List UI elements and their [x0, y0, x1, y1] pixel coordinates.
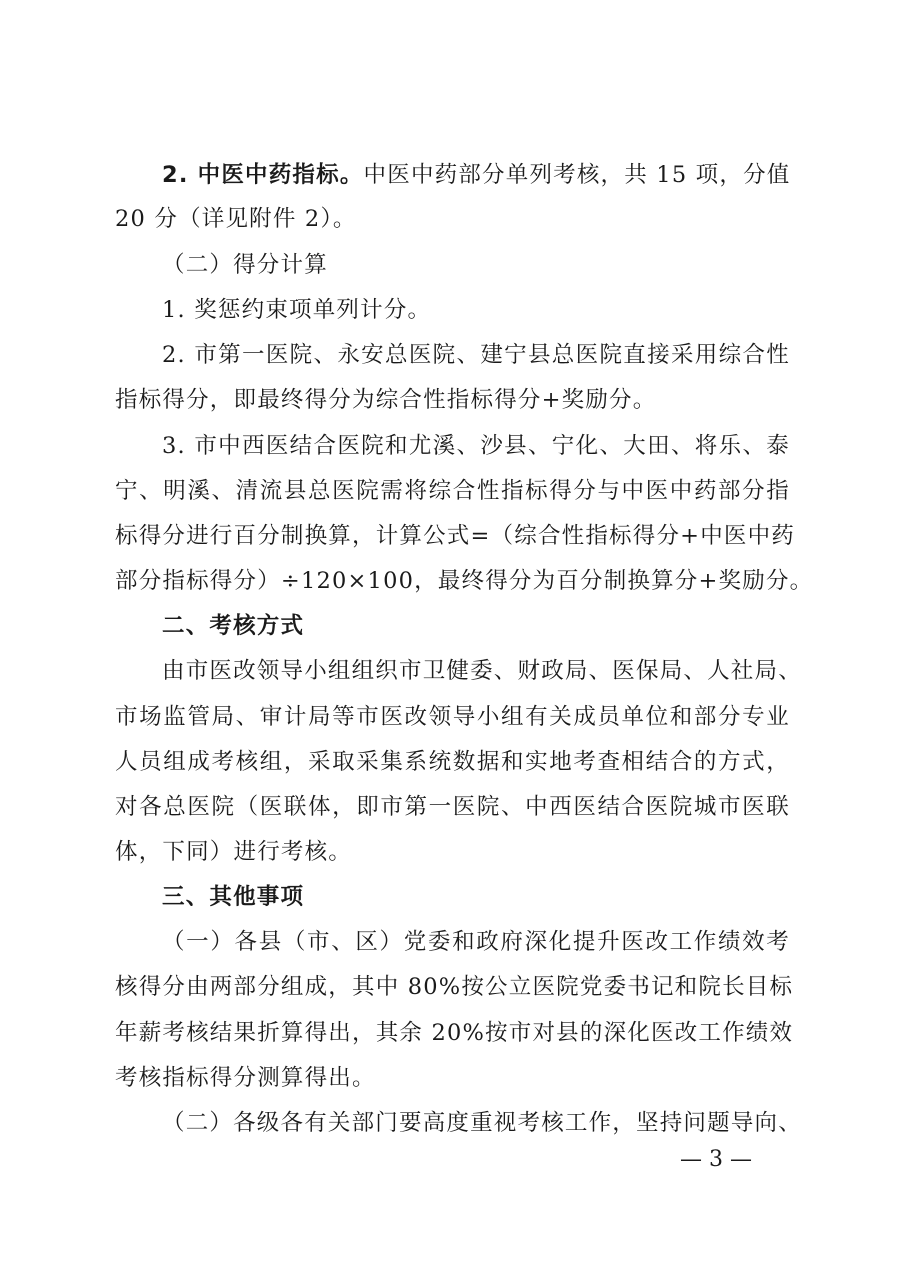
section-score-calculation-heading: （二）得分计算: [162, 252, 328, 278]
other-2-line1: （二）各级各有关部门要高度重视考核工作，坚持问题导向、: [162, 1110, 802, 1136]
method-line1: 由市医改领导小组组织市卫健委、财政局、医保局、人社局、: [162, 658, 802, 684]
method-line5: 体，下同）进行考核。: [115, 839, 353, 865]
other-1-line1: （一）各县（市、区）党委和政府深化提升医改工作绩效考: [162, 929, 790, 955]
other-1-line2: 核得分由两部分组成，其中 80%按公立医院党委书记和院长目标: [115, 974, 794, 1000]
method-line4: 对各总医院（医联体，即市第一医院、中西医结合医院城市医联: [115, 794, 790, 820]
tcm-indicator-lead: 2. 中医中药指标。: [162, 162, 364, 188]
item-1-line1: 1. 奖惩约束项单列计分。: [162, 297, 432, 323]
item-3-line2: 宁、明溪、清流县总医院需将综合性指标得分与中医中药部分指: [115, 478, 790, 504]
para-tcm-indicator-line2: 20 分（详见附件 2）。: [115, 206, 357, 232]
page-number: — 3 —: [680, 1147, 752, 1172]
item-2-line1: 2. 市第一医院、永安总医院、建宁县总医院直接采用综合性: [162, 342, 790, 368]
tcm-indicator-text: 中医中药部分单列考核，共 15 项，分值: [363, 162, 791, 188]
other-1-line3: 年薪考核结果折算得出，其余 20%按市对县的深化医改工作绩效: [115, 1020, 794, 1046]
other-1-line4: 考核指标得分测算得出。: [115, 1065, 376, 1091]
method-line2: 市场监管局、审计局等市医改领导小组有关成员单位和部分专业: [115, 704, 790, 730]
para-tcm-indicator-line1: [162, 160, 790, 190]
item-2-line2: 指标得分，即最终得分为综合性指标得分+奖励分。: [115, 387, 657, 413]
heading-other-matters: 三、其他事项: [162, 884, 305, 910]
item-3-line4: 部分指标得分）÷120×100，最终得分为百分制换算分+奖励分。: [115, 568, 814, 594]
method-line3: 人员组成考核组，采取采集系统数据和实地考查相结合的方式，: [115, 749, 790, 775]
item-3-line3: 标得分进行百分制换算，计算公式=（综合性指标得分+中医中药: [115, 523, 796, 549]
item-3-line1: 3. 市中西医结合医院和尤溪、沙县、宁化、大田、将乐、泰: [162, 433, 790, 459]
heading-assessment-method: 二、考核方式: [162, 613, 305, 639]
